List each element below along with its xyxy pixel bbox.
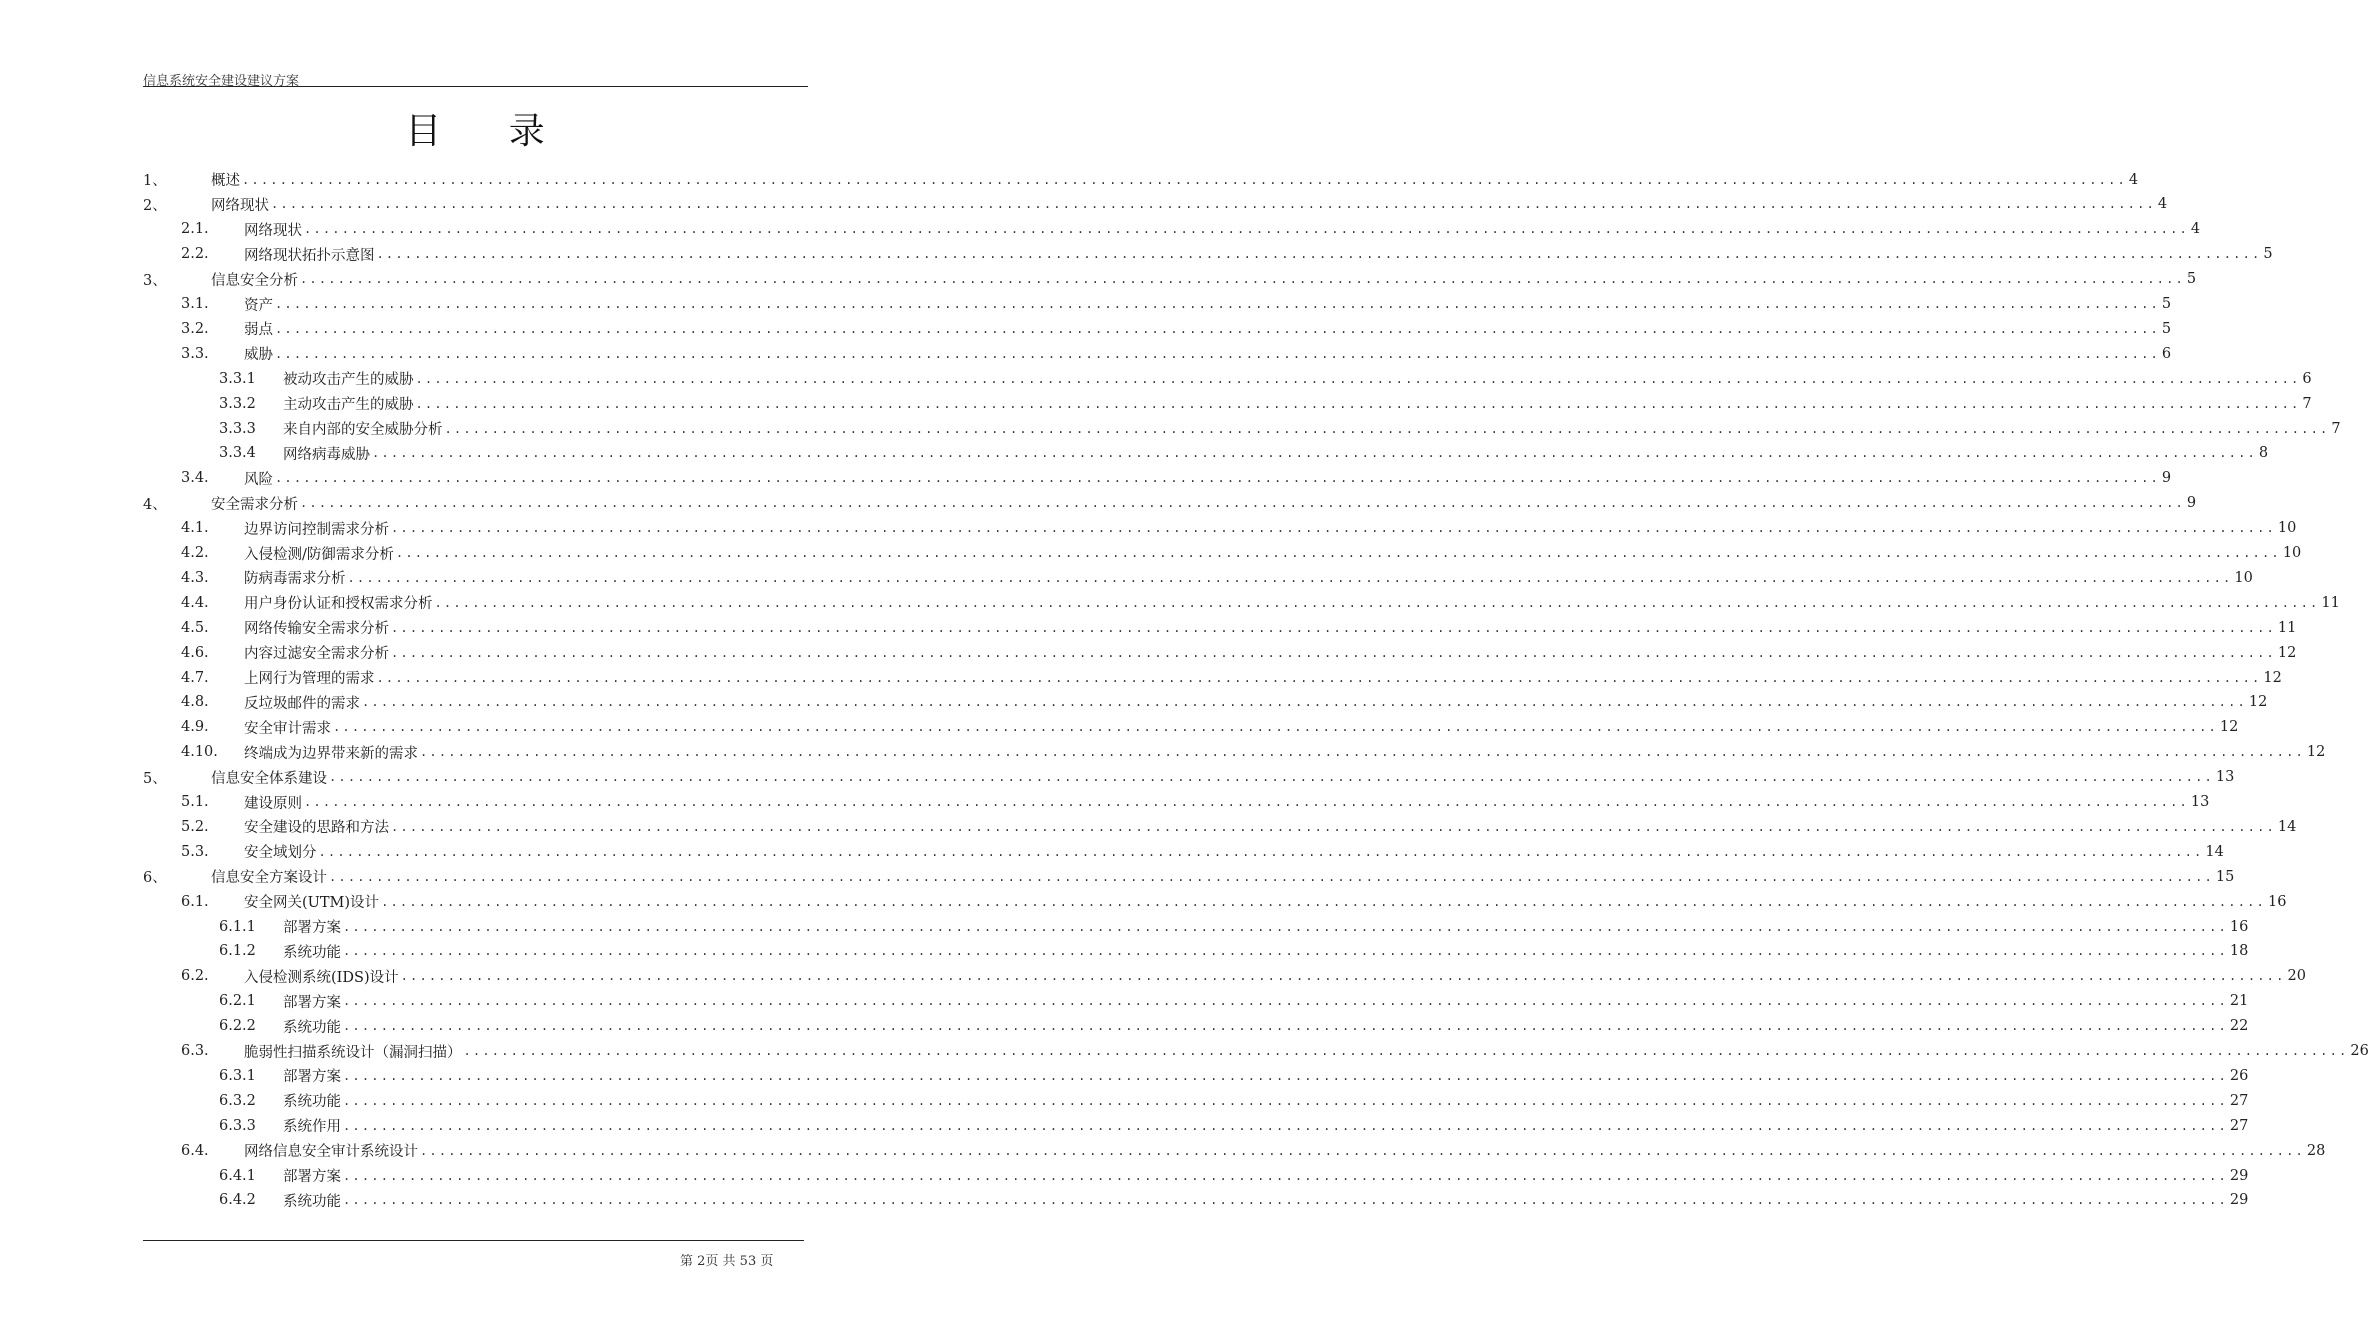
- toc-entry[interactable]: [181, 541, 2302, 566]
- toc-entry-page: 4: [2128, 171, 2139, 188]
- toc-entry-number: 5.2.: [181, 818, 209, 835]
- toc-entry-number: 1、: [143, 173, 167, 189]
- toc-entry-number: 3.3.3: [219, 420, 256, 437]
- toc-entry-title: 网络现状: [244, 222, 302, 239]
- toc-entry[interactable]: [219, 989, 2249, 1014]
- toc-entry[interactable]: [181, 217, 2201, 242]
- toc-entry-title: 安全网关(UTM)设计: [244, 895, 380, 912]
- toc-entry-page: 26: [2229, 1067, 2249, 1084]
- toc-entry-number: 6.3.: [181, 1043, 209, 1059]
- toc-leader-dots: ........................................................................................................................................................................................................: [391, 521, 2276, 536]
- toc-entry[interactable]: [181, 690, 2268, 715]
- toc-leader-dots: ........................................................................................................................................................................................................: [395, 546, 2281, 560]
- toc-entry-page: 9: [2161, 470, 2172, 487]
- toc-entry-page: 13: [2190, 794, 2210, 810]
- toc-entry-page: 11: [2277, 619, 2297, 636]
- toc-entry-page: 27: [2229, 1117, 2249, 1134]
- toc-entry[interactable]: [181, 715, 2239, 740]
- toc-entry-number: 2、: [143, 197, 167, 214]
- toc-entry-title: 部署方案: [283, 920, 341, 936]
- toc-entry-page: 20: [2287, 968, 2306, 985]
- toc-entry-page: 27: [2229, 1092, 2249, 1109]
- toc-entry-title: 入侵检测系统(IDS)设计: [244, 969, 399, 986]
- toc-entry-page: 5: [2161, 296, 2172, 312]
- toc-entry[interactable]: [143, 267, 2197, 292]
- toc-entry-page: 28: [2306, 1142, 2326, 1159]
- toc-entry-title: 边界访问控制需求分析: [244, 521, 389, 538]
- toc-entry[interactable]: [181, 839, 2224, 864]
- toc-leader-dots: ........................................................................................................................................................................................................: [275, 471, 2160, 486]
- toc-entry-page: 14: [2205, 843, 2224, 860]
- toc-leader-dots: ........................................................................................................................................................................................................: [347, 570, 2233, 585]
- toc-entry-title: 资产: [244, 297, 273, 314]
- toc-entry-number: 6.3.2: [219, 1092, 256, 1109]
- toc-entry[interactable]: [219, 939, 2249, 964]
- toc-leader-dots: ........................................................................................................................................................................................................: [333, 720, 2218, 735]
- toc-entry-number: 3.3.1: [219, 370, 256, 387]
- toc-entry-page: 16: [2267, 893, 2287, 910]
- toc-leader-dots: ........................................................................................................................................................................................................: [304, 222, 2189, 237]
- toc-entry[interactable]: [181, 790, 2210, 815]
- toc-leader-dots: ........................................................................................................................................................................................................: [391, 645, 2276, 660]
- toc-leader-dots: ........................................................................................................................................................................................................: [362, 695, 2247, 710]
- toc-leader-dots: ........................................................................................................................................................................................................: [420, 745, 2305, 760]
- toc-entry-number: 4.1.: [181, 520, 209, 537]
- toc-leader-dots: ........................................................................................................................................................................................................: [343, 1168, 2228, 1183]
- toc-leader-dots: ........................................................................................................................................................................................................: [415, 371, 2301, 386]
- toc-entry-number: 6.4.1: [219, 1167, 256, 1184]
- toc-entry-page: 21: [2229, 993, 2249, 1010]
- running-header: 信息系统安全建设建议方案: [143, 74, 300, 89]
- toc-entry-title: 防病毒需求分析: [244, 571, 346, 588]
- toc-leader-dots: ........................................................................................................................................................................................................: [381, 894, 2266, 909]
- toc-entry-title: 入侵检测/防御需求分析: [244, 546, 394, 563]
- toc-leader-dots: ........................................................................................................................................................................................................: [329, 869, 2214, 884]
- toc-entry-title: 信息安全体系建设: [211, 770, 327, 787]
- toc-entry-title: 安全建设的思路和方法: [244, 820, 389, 837]
- toc-entry[interactable]: [219, 1113, 2249, 1138]
- toc-leader-dots: ........................................................................................................................................................................................................: [372, 446, 2257, 461]
- toc-entry-title: 网络传输安全需求分析: [244, 621, 389, 638]
- toc-entry[interactable]: [219, 416, 2341, 441]
- toc-entry-number: 3.4.: [181, 470, 209, 487]
- toc-entry-title: 安全需求分析: [211, 496, 298, 513]
- toc-entry[interactable]: [219, 914, 2249, 939]
- toc-leader-dots: ........................................................................................................................................................................................................: [343, 1118, 2228, 1133]
- toc-entry[interactable]: [143, 192, 2168, 217]
- toc-entry-number: 4.7.: [181, 669, 209, 686]
- toc-leader-dots: ........................................................................................................................................................................................................: [242, 172, 2127, 187]
- toc-entry-number: 4.8.: [181, 694, 209, 711]
- toc-leader-dots: ........................................................................................................................................................................................................: [415, 396, 2301, 411]
- toc-entry-page: 29: [2229, 1167, 2249, 1184]
- toc-leader-dots: ........................................................................................................................................................................................................: [391, 819, 2276, 834]
- toc-entry[interactable]: [181, 341, 2172, 366]
- toc-entry-page: 18: [2229, 943, 2249, 960]
- toc-entry-page: 5: [2186, 271, 2197, 288]
- toc-leader-dots: ........................................................................................................................................................................................................: [434, 595, 2320, 610]
- toc-entry[interactable]: [181, 615, 2297, 640]
- toc-title: 目 录: [405, 111, 573, 152]
- toc-entry-page: 12: [2277, 644, 2297, 661]
- toc-entry-title: 网络信息安全审计系统设计: [244, 1144, 418, 1161]
- toc-entry-title: 系统功能: [283, 944, 341, 961]
- toc-entry-title: 上网行为管理的需求: [244, 671, 375, 687]
- toc-entry-number: 6.2.: [181, 968, 209, 985]
- toc-entry-page: 5: [2161, 320, 2172, 337]
- toc-entry-title: 风险: [244, 471, 273, 488]
- toc-entry-number: 3.1.: [181, 296, 209, 312]
- toc-entry-page: 12: [2263, 669, 2282, 686]
- toc-leader-dots: ........................................................................................................................................................................................................: [275, 297, 2160, 311]
- toc-entry-number: 3.2.: [181, 320, 209, 337]
- toc-leader-dots: ........................................................................................................................................................................................................: [343, 1068, 2228, 1083]
- toc-entry[interactable]: [219, 1014, 2249, 1039]
- page-number: 第 2页 共 53 页: [680, 1254, 774, 1269]
- toc-entry[interactable]: [181, 292, 2172, 317]
- toc-entry-page: 7: [2331, 420, 2341, 437]
- toc-entry-number: 5、: [143, 770, 167, 787]
- toc-entry[interactable]: [181, 316, 2172, 341]
- toc-entry-page: 12: [2248, 694, 2268, 711]
- toc-entry-title: 系统功能: [283, 1094, 341, 1111]
- toc-entry-number: 3、: [143, 272, 167, 289]
- toc-entry[interactable]: [181, 814, 2297, 839]
- toc-entry-title: 部署方案: [283, 994, 341, 1011]
- toc-entry-number: 6.1.2: [219, 943, 256, 960]
- toc-leader-dots: ........................................................................................................................................................................................................: [300, 272, 2185, 287]
- toc-leader-dots: ........................................................................................................................................................................................................: [318, 844, 2204, 859]
- toc-entry-number: 6.4.: [181, 1142, 209, 1159]
- toc-entry-page: 9: [2186, 495, 2197, 512]
- toc-entry-title: 安全域划分: [244, 845, 317, 862]
- toc-entry-number: 6.2.2: [219, 1018, 256, 1035]
- toc-entry[interactable]: [181, 1039, 2369, 1064]
- toc-entry-number: 6、: [143, 870, 167, 887]
- toc-entry-number: 6.2.1: [219, 993, 256, 1010]
- toc-entry-page: 10: [2282, 545, 2302, 561]
- toc-entry-title: 网络病毒威胁: [283, 446, 370, 463]
- toc-entry-number: 5.1.: [181, 794, 209, 810]
- toc-entry-number: 4.4.: [181, 594, 209, 611]
- toc-entry-page: 4: [2157, 196, 2168, 213]
- toc-entry-number: 6.1.: [181, 893, 209, 910]
- toc-entry-title: 主动攻击产生的威胁: [283, 397, 414, 414]
- toc-leader-dots: ........................................................................................................................................................................................................: [376, 247, 2262, 262]
- header-divider: [143, 86, 808, 87]
- toc-entry[interactable]: [181, 964, 2306, 989]
- toc-leader-dots: ........................................................................................................................................................................................................: [271, 197, 2156, 212]
- toc-entry-title: 建设原则: [244, 795, 302, 812]
- toc-entry[interactable]: [143, 491, 2197, 516]
- toc-entry-title: 网络现状拓扑示意图: [244, 247, 375, 264]
- toc-entry-number: 4.3.: [181, 569, 209, 586]
- toc-entry[interactable]: [181, 640, 2297, 665]
- toc-leader-dots: ........................................................................................................................................................................................................: [444, 421, 2330, 436]
- toc-entry-title: 信息安全方案设计: [211, 870, 327, 887]
- toc-entry-title: 部署方案: [283, 1169, 341, 1185]
- toc-entry[interactable]: [181, 740, 2326, 765]
- toc-leader-dots: ........................................................................................................................................................................................................: [463, 1044, 2349, 1058]
- toc-entry[interactable]: [219, 391, 2312, 416]
- toc-entry-page: 4: [2190, 221, 2201, 238]
- toc-entry[interactable]: [181, 242, 2273, 267]
- toc-entry-number: 3.3.2: [219, 395, 256, 412]
- toc-leader-dots: ........................................................................................................................................................................................................: [329, 770, 2214, 785]
- toc-entry-number: 4.9.: [181, 719, 209, 736]
- toc-leader-dots: ........................................................................................................................................................................................................: [304, 795, 2189, 809]
- toc-entry-number: 4.5.: [181, 619, 209, 636]
- toc-entry[interactable]: [219, 1088, 2249, 1113]
- toc-entry-page: 12: [2219, 719, 2239, 736]
- toc-entry-title: 被动攻击产生的威胁: [283, 372, 414, 389]
- toc-entry-title: 系统功能: [283, 1193, 341, 1210]
- toc-entry-number: 4.2.: [181, 545, 209, 561]
- toc-entry-page: 11: [2321, 594, 2340, 611]
- toc-entry-page: 8: [2258, 445, 2269, 462]
- toc-entry[interactable]: [219, 1188, 2249, 1213]
- toc-entry-title: 网络现状: [211, 197, 269, 214]
- toc-entry[interactable]: [143, 765, 2235, 790]
- toc-entry-title: 脆弱性扫描系统设计（漏洞扫描）: [244, 1044, 462, 1061]
- toc-leader-dots: ........................................................................................................................................................................................................: [343, 919, 2228, 934]
- toc-entry-number: 2.2.: [181, 246, 209, 263]
- toc-entry-number: 4.10.: [181, 744, 218, 761]
- toc-leader-dots: ........................................................................................................................................................................................................: [376, 670, 2262, 685]
- toc-entry-title: 信息安全分析: [211, 272, 298, 289]
- toc-entry-title: 来自内部的安全威胁分析: [283, 422, 443, 438]
- toc-leader-dots: ........................................................................................................................................................................................................: [343, 944, 2228, 959]
- toc-entry-page: 22: [2229, 1018, 2249, 1035]
- toc-entry[interactable]: [219, 441, 2269, 466]
- toc-entry-number: 6.1.1: [219, 918, 256, 935]
- toc-entry-number: 3.3.: [181, 345, 209, 362]
- toc-entry-page: 29: [2229, 1192, 2249, 1209]
- toc-entry-page: 10: [2277, 520, 2297, 537]
- toc-entry-page: 12: [2306, 744, 2326, 761]
- toc-leader-dots: ........................................................................................................................................................................................................: [391, 620, 2276, 635]
- toc-entry-number: 5.3.: [181, 843, 209, 860]
- toc-entry[interactable]: [143, 167, 2139, 192]
- toc-entry-page: 16: [2229, 918, 2249, 935]
- toc-entry-number: 3.3.4: [219, 445, 256, 462]
- toc-entry-title: 安全审计需求: [244, 720, 331, 737]
- toc-entry[interactable]: [181, 516, 2297, 541]
- toc-entry[interactable]: [181, 565, 2253, 590]
- toc-entry-title: 终端成为边界带来新的需求: [244, 745, 418, 762]
- toc-entry-number: 4、: [143, 496, 167, 513]
- toc-entry[interactable]: [181, 590, 2340, 615]
- toc-entry-page: 6: [2161, 345, 2172, 362]
- toc-entry-title: 威胁: [244, 347, 273, 364]
- toc-leader-dots: ........................................................................................................................................................................................................: [343, 1093, 2228, 1108]
- toc-entry-title: 内容过滤安全需求分析: [244, 646, 389, 663]
- toc-entry-page: 10: [2234, 569, 2253, 586]
- toc-entry[interactable]: [181, 1138, 2326, 1163]
- toc-entry-page: 7: [2302, 395, 2312, 412]
- toc-leader-dots: ........................................................................................................................................................................................................: [343, 994, 2228, 1009]
- toc-entry[interactable]: [219, 1163, 2249, 1188]
- toc-entry-page: 5: [2263, 246, 2273, 263]
- toc-entry-title: 用户身份认证和授权需求分析: [244, 596, 433, 613]
- toc-entry-number: 6.3.3: [219, 1117, 256, 1134]
- toc-leader-dots: ........................................................................................................................................................................................................: [343, 1019, 2228, 1034]
- toc-leader-dots: ........................................................................................................................................................................................................: [275, 321, 2160, 336]
- toc-entry-page: 6: [2302, 370, 2312, 387]
- toc-entry[interactable]: [181, 665, 2282, 690]
- toc-leader-dots: ........................................................................................................................................................................................................: [400, 969, 2286, 984]
- toc-entry-title: 系统作用: [283, 1119, 341, 1136]
- toc-leader-dots: ........................................................................................................................................................................................................: [343, 1193, 2228, 1208]
- toc-entry-page: 13: [2215, 769, 2235, 786]
- toc-entry-number: 6.3.1: [219, 1067, 256, 1084]
- toc-entry-number: 2.1.: [181, 221, 209, 238]
- toc-entry-title: 概述: [211, 173, 240, 189]
- toc-entry-title: 部署方案: [283, 1069, 341, 1086]
- toc-entry[interactable]: [143, 864, 2235, 889]
- toc-entry[interactable]: [219, 366, 2312, 391]
- toc-leader-dots: ........................................................................................................................................................................................................: [275, 346, 2160, 361]
- toc-entry[interactable]: [181, 466, 2172, 491]
- toc-entry-number: 6.4.2: [219, 1192, 256, 1209]
- toc-entry-title: 弱点: [244, 322, 273, 339]
- toc-entry[interactable]: [219, 1063, 2249, 1088]
- toc-entry-page: 15: [2215, 868, 2235, 885]
- toc-entry-page: 26: [2350, 1043, 2369, 1059]
- toc-entry-page: 14: [2277, 818, 2297, 835]
- toc-entry-number: 4.6.: [181, 644, 209, 661]
- toc-entry[interactable]: [181, 889, 2287, 914]
- footer-divider: [143, 1240, 804, 1241]
- toc-entry-title: 系统功能: [283, 1019, 341, 1036]
- toc-leader-dots: ........................................................................................................................................................................................................: [420, 1143, 2305, 1158]
- toc-leader-dots: ........................................................................................................................................................................................................: [300, 496, 2185, 511]
- toc-entry-title: 反垃圾邮件的需求: [244, 695, 360, 712]
